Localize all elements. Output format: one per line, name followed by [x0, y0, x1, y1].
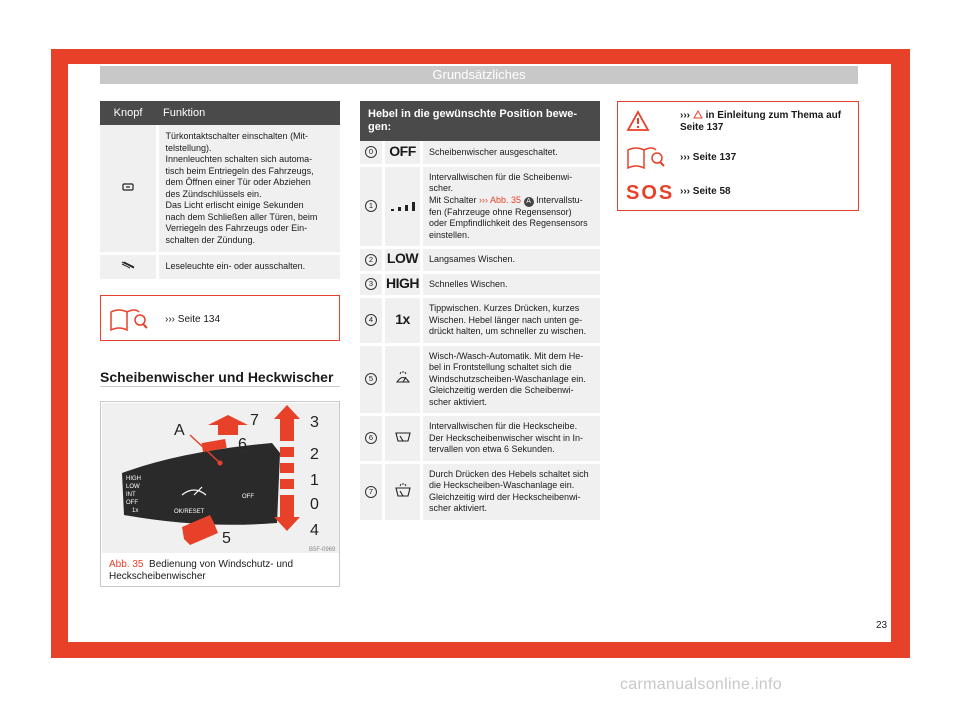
row-text: Langsames Wischen. — [422, 248, 601, 273]
warning-triangle-icon — [626, 110, 650, 132]
label-off: OFF — [126, 500, 138, 506]
label-off2: OFF — [242, 494, 254, 500]
table-row — [100, 125, 340, 254]
page-reference[interactable]: ››› Seite 134 — [165, 314, 221, 325]
high-symbol: HIGH — [386, 274, 419, 291]
label-A: A — [174, 422, 185, 439]
label-7: 7 — [250, 412, 259, 429]
off-symbol: OFF — [389, 142, 416, 159]
table-row — [360, 141, 600, 165]
label-5: 5 — [222, 530, 231, 547]
light-switch-table — [100, 101, 340, 282]
row-text: Leseleuchte ein- oder ausschalten. — [157, 254, 340, 281]
book-icon — [626, 144, 666, 170]
book-reference-text[interactable]: ››› Seite 137 — [680, 152, 737, 163]
position-number: 5 — [365, 373, 377, 385]
figure-caption — [109, 559, 335, 583]
row-text-cont: Intervallstu- fen (Fahrzeuge ohne Regensensor) oder Empfindlichkeit des Regensensors einstellen. — [429, 194, 588, 240]
label-4: 4 — [310, 522, 319, 539]
table-row — [360, 344, 600, 415]
label-int: INT — [126, 492, 136, 498]
page-number: 23 — [876, 620, 888, 631]
warning-reference-text[interactable]: in Einleitung zum Thema auf Seite 137 — [680, 110, 842, 133]
row-text: Scheibenwischer ausgeschaltet. — [422, 141, 601, 165]
figure-code: B5F-0969 — [309, 547, 336, 553]
table-row — [360, 297, 600, 345]
label-low: LOW — [126, 484, 140, 490]
badge-A: A — [524, 197, 534, 207]
row-text: Durch Drücken des Hebels schaltet sich die Heckscheiben-Waschanlage ein. Gleichzeitig wird der Heckscheibenwi- scher aktiviert. — [422, 462, 601, 521]
table-row — [100, 254, 340, 281]
table-header: Hebel in die gewünschte Position bewe- gen: — [360, 101, 600, 141]
wiper-lever-figure — [102, 403, 339, 553]
row-text: Türkontaktschalter einschalten (Mit- telstellung). Innenleuchten schalten sich automa- tisch beim Entriegeln des Fahrzeugs, dem Öffnen einer Tür oder Abziehen des Zündschlüssels ein. Das Licht erlischt einige Sekunden nach dem Schließen aller Türen, beim Verriegeln des Fahrzeugs oder Ein- schalten der Zündung. — [157, 125, 340, 254]
reading-light-icon — [120, 260, 136, 270]
sos-icon: SOS — [626, 182, 675, 204]
rear-washer-icon — [394, 483, 412, 497]
row-text: Wisch-/Wasch-Automatik. Mit dem He- bel in Frontstellung schaltet sich die Windschutzscheiben-Waschanlage ein. Gleichzeitig werden die Scheibenwi- scher aktiviert. — [422, 344, 601, 415]
table-row — [360, 248, 600, 273]
door-contact-light-icon — [120, 181, 136, 193]
col-knopf: Knopf — [100, 101, 157, 125]
rear-wiper-icon — [394, 430, 412, 444]
low-symbol: LOW — [386, 250, 419, 266]
label-high: HIGH — [126, 476, 141, 482]
figure-reference-link[interactable]: ››› Abb. 35 — [479, 194, 522, 205]
section-divider — [100, 386, 340, 387]
position-number: 0 — [365, 146, 377, 158]
position-number: 1 — [365, 200, 377, 212]
caption-label: Abb. 35 — [109, 559, 144, 570]
book-icon — [109, 306, 149, 332]
section-title: Scheibenwischer und Heckwischer — [100, 369, 334, 385]
position-number: 3 — [365, 278, 377, 290]
label-1: 1 — [310, 472, 319, 489]
watermark: carmanualsonline.info — [620, 676, 782, 693]
col-funktion: Funktion — [157, 101, 340, 125]
label-6: 6 — [238, 436, 247, 453]
wiper-positions-table — [360, 101, 600, 523]
row-text: Intervallwischen für die Heckscheibe. Der Heckscheibenwischer wischt in In- tervallen von etwa 6 Sekunden. — [422, 415, 601, 463]
single-wipe-symbol: 1x — [395, 310, 410, 327]
table-row — [360, 272, 600, 297]
windscreen-washer-icon — [395, 371, 411, 385]
references-box — [617, 101, 859, 211]
table-row — [360, 415, 600, 463]
sos-reference-text[interactable]: ››› Seite 58 — [680, 186, 731, 197]
small-warning-icon — [693, 110, 703, 119]
label-2: 2 — [310, 446, 319, 463]
position-number: 2 — [365, 254, 377, 266]
interval-bars-icon — [390, 199, 416, 211]
reference-box — [100, 295, 340, 341]
label-0: 0 — [310, 496, 319, 513]
row-text: Schnelles Wischen. — [422, 272, 601, 297]
table-row — [360, 165, 600, 248]
position-number: 4 — [365, 314, 377, 326]
table-row — [360, 462, 600, 521]
caption-text: Bedienung von Windschutz- und Heckscheibenwischer — [109, 559, 294, 582]
position-number: 6 — [365, 432, 377, 444]
label-3: 3 — [310, 414, 319, 431]
row-text: Tippwischen. Kurzes Drücken, kurzes Wischen. Hebel länger nach unten ge- drückt halten, um schneller zu wischen. — [422, 297, 601, 345]
ref-arrows: ››› — [680, 110, 690, 121]
chapter-header — [100, 66, 858, 84]
chapter-title: Grundsätzliches — [432, 67, 526, 82]
label-1x: 1x — [132, 508, 139, 514]
row-text: Intervallwischen für die Scheibenwi- scher. Mit Schalter — [429, 171, 573, 205]
position-number: 7 — [365, 486, 377, 498]
figure-box — [100, 401, 340, 587]
label-okreset: OK/RESET — [174, 509, 205, 515]
